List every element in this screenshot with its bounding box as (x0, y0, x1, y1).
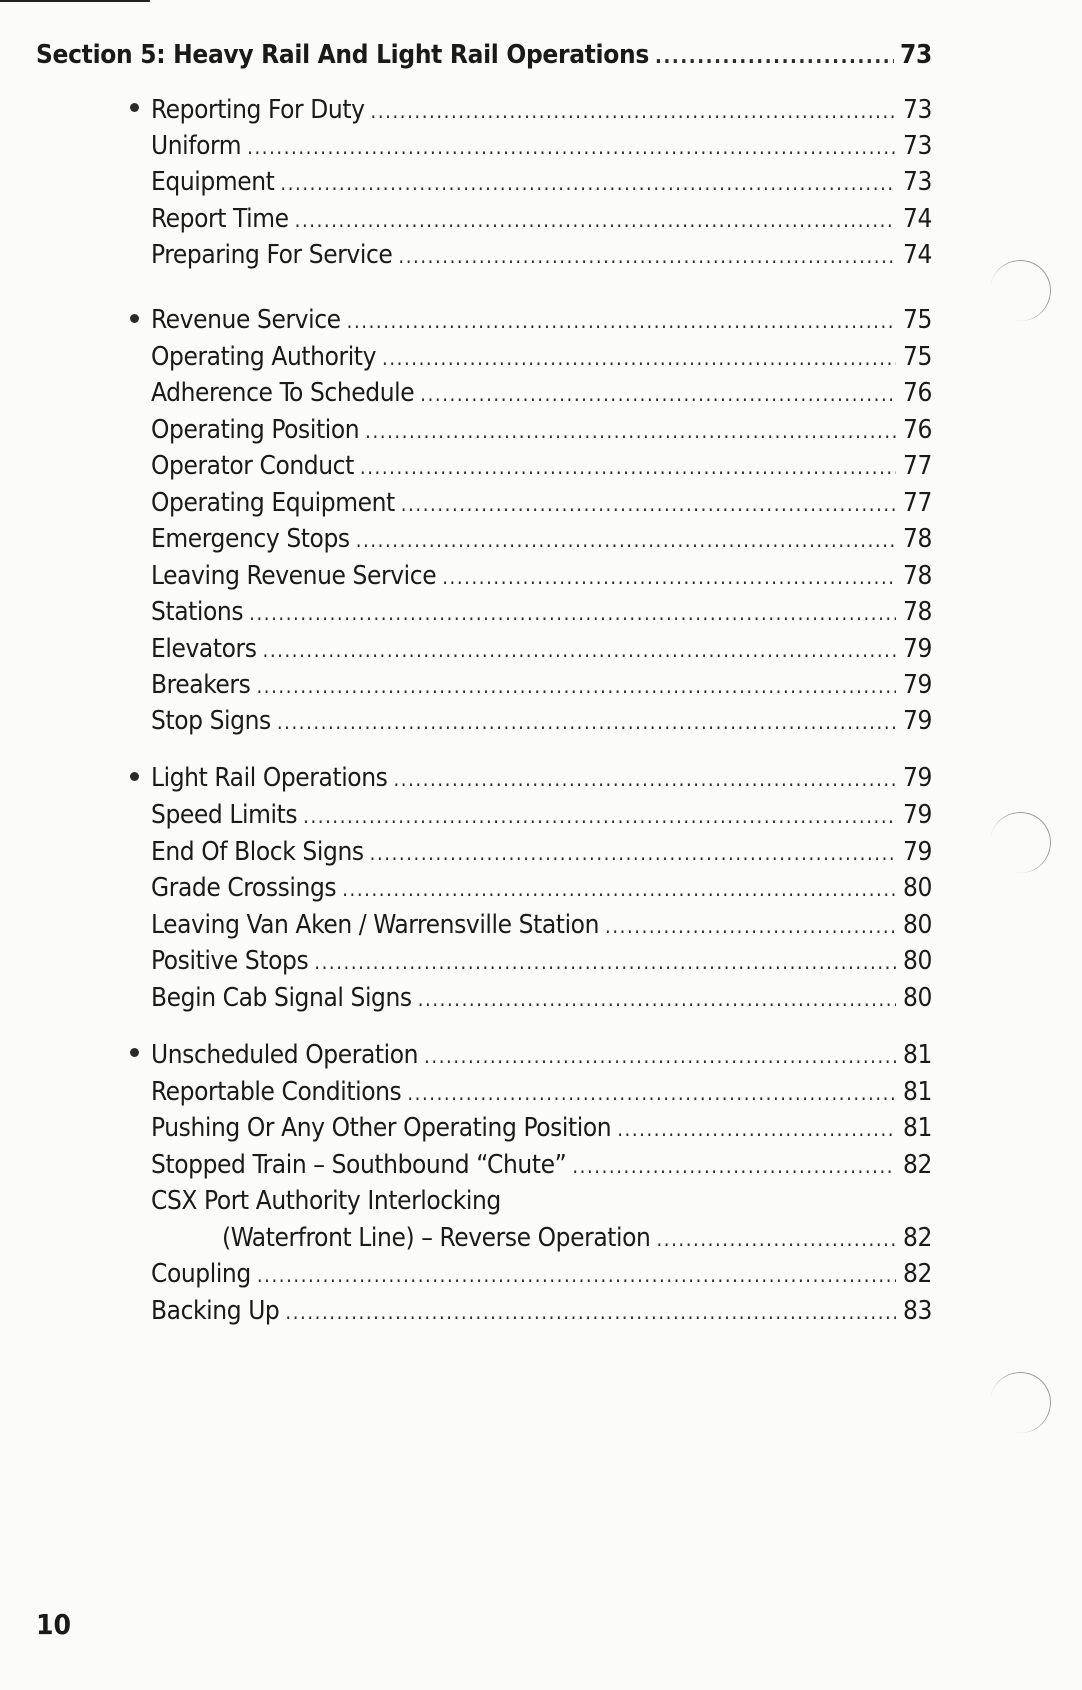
entry-page: 80 (903, 946, 932, 976)
entry-label: End Of Block Signs (151, 837, 364, 867)
entry-label: Operating Equipment (151, 488, 395, 518)
entry-page: 74 (903, 204, 932, 234)
toc-entry-heading (151, 1186, 932, 1216)
toc-entry (151, 1259, 932, 1289)
toc-entry (151, 1113, 932, 1143)
entry-label: Leaving Van Aken / Warrensville Station (151, 910, 600, 940)
toc-entry (151, 763, 932, 793)
punch-hole (985, 807, 1056, 878)
entry-page: 83 (903, 1296, 932, 1326)
toc-entry (151, 670, 932, 700)
toc-entry (151, 378, 932, 408)
entry-label: Report Time (151, 204, 289, 234)
toc-entry (151, 95, 932, 125)
dot-leader (370, 841, 896, 865)
entry-label: Operator Conduct (151, 451, 354, 481)
toc-entry (151, 1296, 932, 1326)
toc-entry (151, 305, 932, 335)
entry-label: Leaving Revenue Service (151, 561, 437, 591)
entry-label: Backing Up (151, 1296, 280, 1326)
dot-leader (360, 455, 896, 479)
dot-leader (277, 710, 896, 734)
entry-page: 79 (903, 837, 932, 867)
entry-page: 82 (903, 1150, 932, 1180)
toc-entry (222, 1223, 932, 1253)
toc-entry (151, 946, 932, 976)
dot-leader (656, 1227, 896, 1251)
entry-label: Reporting For Duty (151, 95, 365, 125)
section-title: Section 5: Heavy Rail And Light Rail Operations (36, 40, 650, 70)
entry-page: 79 (903, 763, 932, 793)
dot-leader (365, 419, 896, 443)
toc-entry (151, 800, 932, 830)
dot-leader (247, 135, 896, 159)
dot-leader (256, 674, 896, 698)
section-heading (36, 40, 932, 70)
entry-label: Coupling (151, 1259, 251, 1289)
dot-leader (314, 950, 896, 974)
entry-page: 79 (903, 634, 932, 664)
entry-label: Emergency Stops (151, 524, 350, 554)
punch-hole (985, 1367, 1056, 1438)
entry-page: 79 (903, 800, 932, 830)
entry-page: 73 (903, 167, 932, 197)
toc-entry (151, 706, 932, 736)
entry-page: 81 (903, 1113, 932, 1143)
entry-page: 82 (903, 1259, 932, 1289)
bullet-icon (130, 314, 139, 323)
dot-leader (605, 914, 896, 938)
dot-leader (347, 309, 896, 333)
entry-page: 80 (903, 873, 932, 903)
dot-leader (285, 1300, 896, 1324)
entry-label: Operating Position (151, 415, 360, 445)
entry-page: 73 (903, 95, 932, 125)
entry-label: Grade Crossings (151, 873, 337, 903)
dot-leader (295, 208, 896, 232)
dot-leader (303, 804, 896, 828)
entry-page: 82 (903, 1223, 932, 1253)
entry-continuation: (Waterfront Line) – Reverse Operation (222, 1223, 651, 1253)
entry-page: 77 (903, 451, 932, 481)
entry-label: Uniform (151, 131, 242, 161)
page-number: 10 (36, 1608, 72, 1641)
entry-label: Revenue Service (151, 305, 341, 335)
toc-entry (151, 131, 932, 161)
dot-leader (420, 382, 896, 406)
toc-entry (151, 983, 932, 1013)
dot-leader (617, 1117, 896, 1141)
toc-entry (151, 488, 932, 518)
toc-entry (151, 1040, 932, 1070)
entry-page: 77 (903, 488, 932, 518)
toc-entry (151, 910, 932, 940)
entry-label: Stopped Train – Southbound “Chute” (151, 1150, 567, 1180)
dot-leader (655, 44, 894, 68)
dot-leader (257, 1263, 896, 1287)
bullet-icon (130, 103, 139, 112)
toc-entry (151, 561, 932, 591)
entry-label: Equipment (151, 167, 275, 197)
toc-entry (151, 342, 932, 372)
toc-entry (151, 1077, 932, 1107)
entry-page: 81 (903, 1040, 932, 1070)
entry-page: 75 (903, 342, 932, 372)
dot-leader (572, 1154, 896, 1178)
entry-page: 80 (903, 983, 932, 1013)
toc-entry (151, 837, 932, 867)
toc-entry (151, 873, 932, 903)
dot-leader (371, 99, 896, 123)
dot-leader (401, 492, 896, 516)
dot-leader (280, 171, 896, 195)
entry-page: 75 (903, 305, 932, 335)
entry-page: 74 (903, 240, 932, 270)
toc-entry (151, 451, 932, 481)
toc-entry (151, 204, 932, 234)
entry-label: Stop Signs (151, 706, 271, 736)
toc-entry (151, 167, 932, 197)
entry-label: Positive Stops (151, 946, 309, 976)
bullet-icon (130, 772, 139, 781)
dot-leader (393, 767, 896, 791)
entry-label: Unscheduled Operation (151, 1040, 419, 1070)
entry-label: Reportable Conditions (151, 1077, 402, 1107)
entry-page: 78 (903, 561, 932, 591)
entry-page: 80 (903, 910, 932, 940)
toc-entry (151, 415, 932, 445)
entry-label: Adherence To Schedule (151, 378, 415, 408)
toc-entry (151, 1150, 932, 1180)
entry-label: Elevators (151, 634, 257, 664)
entry-page: 76 (903, 415, 932, 445)
dot-leader (398, 244, 896, 268)
entry-page: 76 (903, 378, 932, 408)
toc-entry (151, 240, 932, 270)
entry-page: 78 (903, 597, 932, 627)
entry-page: 78 (903, 524, 932, 554)
dot-leader (407, 1081, 896, 1105)
dot-leader (342, 877, 896, 901)
entry-label: Pushing Or Any Other Operating Position (151, 1113, 612, 1143)
entry-label: Light Rail Operations (151, 763, 388, 793)
dot-leader (356, 528, 896, 552)
dot-leader (424, 1044, 896, 1068)
entry-label: Stations (151, 597, 244, 627)
dot-leader (442, 565, 896, 589)
top-rule (0, 0, 150, 2)
dot-leader (418, 987, 896, 1011)
toc-entry (151, 634, 932, 664)
section-page: 73 (900, 40, 932, 70)
bullet-icon (130, 1048, 139, 1057)
entry-label: Begin Cab Signal Signs (151, 983, 412, 1013)
entry-page: 81 (903, 1077, 932, 1107)
entry-page: 73 (903, 131, 932, 161)
entry-page: 79 (903, 670, 932, 700)
dot-leader (263, 638, 896, 662)
punch-hole (985, 255, 1056, 326)
entry-page: 79 (903, 706, 932, 736)
dot-leader (249, 601, 896, 625)
entry-label: Operating Authority (151, 342, 377, 372)
toc-entry (151, 597, 932, 627)
entry-label: Preparing For Service (151, 240, 393, 270)
entry-label: Speed Limits (151, 800, 298, 830)
toc-entry (151, 524, 932, 554)
dot-leader (382, 346, 896, 370)
entry-label: Breakers (151, 670, 251, 700)
entry-label: CSX Port Authority Interlocking (151, 1186, 501, 1216)
